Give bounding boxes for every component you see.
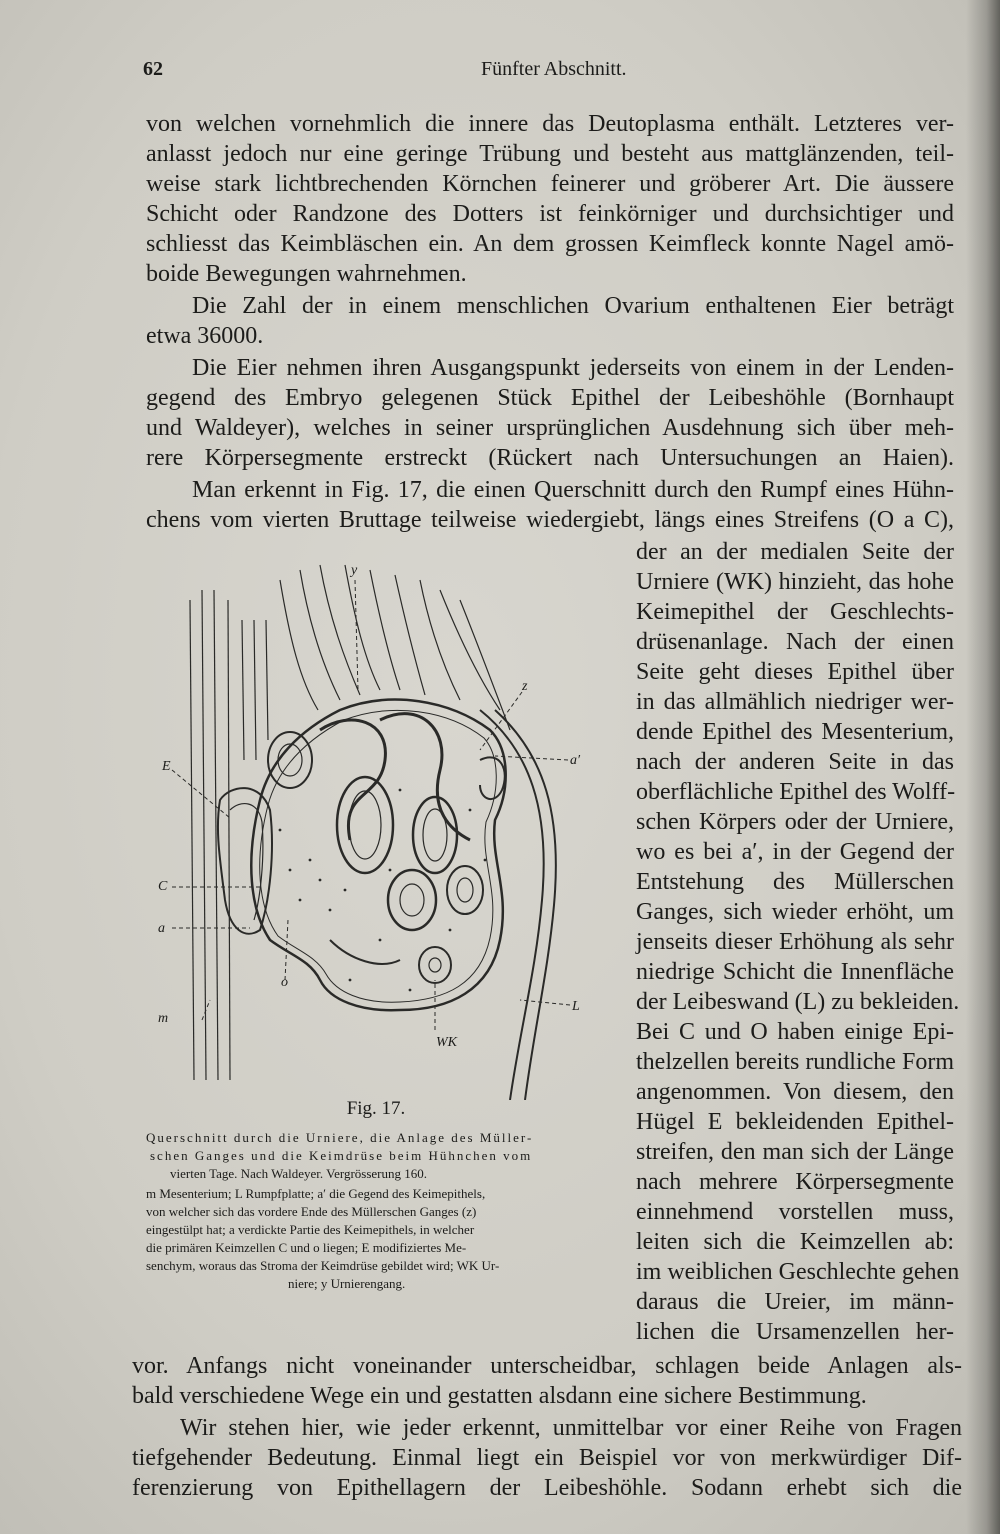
caption-line: Querschnitt durch die Urniere, die Anlage des Müller- bbox=[146, 1130, 534, 1145]
text-line: gegend des Embryo gelegenen Stück Epithel der Leibeshöhle (Bornhaupt bbox=[146, 385, 954, 411]
text-line: Entstehung des Müllerschen bbox=[636, 869, 954, 895]
text-line: dende Epithel des Mesenterium, bbox=[636, 719, 954, 745]
text-line: wo es bei a′, in der Gegend der bbox=[636, 839, 954, 865]
text-line: Bei C und O haben einige Epi- bbox=[636, 1019, 954, 1045]
label-m: m bbox=[158, 1011, 169, 1026]
text-line: schen Körpers oder der Urniere, bbox=[636, 809, 954, 835]
text-line: leiten sich die Keimzellen ab: bbox=[636, 1229, 954, 1255]
text-line: nach mehrere Körpersegmente bbox=[636, 1169, 954, 1195]
label-a-prime: a′ bbox=[570, 753, 581, 768]
label-z: z bbox=[522, 679, 528, 694]
text-line: drüsenanlage. Nach der einen bbox=[636, 629, 954, 655]
text-line: niedrige Schicht die Innenfläche bbox=[636, 959, 954, 985]
label-a: a bbox=[158, 921, 165, 936]
text-line: Man erkennt in Fig. 17, die einen Querschnitt durch den Rumpf eines Hühn- bbox=[192, 477, 954, 503]
text-line: boide Bewegungen wahrnehmen. bbox=[146, 261, 467, 287]
caption-line: niere; y Urnierengang. bbox=[288, 1276, 406, 1291]
caption-line: von welcher sich das vordere Ende des Müllerschen Ganges (z) bbox=[146, 1204, 477, 1219]
text-line: weise stark lichtbrechenden Körnchen feinerer und gröberer Art. Die äussere bbox=[146, 171, 954, 197]
text-line: Schicht oder Randzone des Dotters ist feinkörniger und durchsichtiger und bbox=[146, 201, 954, 227]
caption-line: senchym, woraus das Stroma der Keimdrüse gebildet wird; WK Ur- bbox=[146, 1258, 500, 1273]
running-title: Fünfter Abschnitt. bbox=[481, 58, 627, 80]
text-line: Hügel E bekleidenden Epithel- bbox=[636, 1109, 954, 1135]
text-line: der an der medialen Seite der bbox=[636, 539, 954, 565]
caption-line: eingestülpt hat; a verdickte Partie des Keimepithels, in welcher bbox=[146, 1222, 475, 1237]
text-line: von welchen vornehmlich die innere das Deutoplasma enthält. Letzteres ver- bbox=[146, 111, 954, 137]
figure-title: Fig. 17. bbox=[346, 1098, 406, 1119]
label-WK: WK bbox=[436, 1035, 457, 1050]
text-line: anlasst jedoch nur eine geringe Trübung und besteht aus mattglänzenden, teil- bbox=[146, 141, 954, 167]
text-line: bald verschiedene Wege ein und gestatten alsdann eine sichere Bestimmung. bbox=[132, 1383, 867, 1409]
text-line: thelzellen bereits rundliche Form bbox=[636, 1049, 954, 1075]
text-line: nach der anderen Seite in das bbox=[636, 749, 954, 775]
caption-line: die primären Keimzellen C und o liegen; E modifiziertes Me- bbox=[146, 1240, 467, 1255]
text-line: Die Zahl der in einem menschlichen Ovarium enthaltenen Eier beträgt bbox=[192, 293, 954, 319]
text-line: vor. Anfangs nicht voneinander unterscheidbar, schlagen beide Anlagen als- bbox=[132, 1353, 962, 1379]
caption-line: schen Ganges und die Keimdrüse beim Hühnchen vom bbox=[150, 1148, 533, 1163]
label-L: L bbox=[572, 999, 580, 1014]
caption-line: m Mesenterium; L Rumpfplatte; a′ die Gegend des Keimepithels, bbox=[146, 1186, 486, 1201]
text-line: Keimepithel der Geschlechts- bbox=[636, 599, 954, 625]
text-line: lichen die Ursamenzellen her- bbox=[636, 1319, 954, 1345]
text-line: tiefgehender Bedeutung. Einmal liegt ein Beispiel vor von merkwürdiger Dif- bbox=[132, 1445, 962, 1471]
text-line: im weiblichen Geschlechte gehen bbox=[636, 1259, 960, 1285]
text-line: streifen, den man sich der Länge bbox=[636, 1139, 954, 1165]
text-line: etwa 36000. bbox=[146, 323, 264, 349]
text-line: Wir stehen hier, wie jeder erkennt, unmittelbar vor einer Reihe von Fragen bbox=[180, 1415, 962, 1441]
label-o: o bbox=[281, 975, 288, 990]
text-line: chens vom vierten Bruttage teilweise wiedergiebt, längs eines Streifens (O a C), bbox=[146, 507, 954, 533]
histology-figure bbox=[150, 560, 630, 1100]
text-line: und Waldeyer), welches in seiner ursprünglichen Ausdehnung sich über meh- bbox=[146, 415, 954, 441]
text-line: Seite geht dieses Epithel über bbox=[636, 659, 954, 685]
text-line: in das allmählich niedriger wer- bbox=[636, 689, 954, 715]
label-C: C bbox=[158, 879, 168, 894]
page-number: 62 bbox=[143, 58, 163, 80]
text-line: Ganges, sich wieder erhöht, um bbox=[636, 899, 954, 925]
label-y: y bbox=[351, 563, 358, 578]
text-line: rere Körpersegmente erstreckt (Rückert nach Untersuchungen an Haien). bbox=[146, 445, 954, 471]
text-line: oberflächliche Epithel des Wolff- bbox=[636, 779, 956, 805]
text-line: einnehmend vorstellen muss, bbox=[636, 1199, 954, 1225]
label-E: E bbox=[162, 759, 171, 774]
text-line: der Leibeswand (L) zu bekleiden. bbox=[636, 989, 960, 1015]
text-line: angenommen. Von diesem, den bbox=[636, 1079, 954, 1105]
text-line: Die Eier nehmen ihren Ausgangspunkt jederseits von einem in der Lenden- bbox=[192, 355, 954, 381]
text-line: Urniere (WK) hinzieht, das hohe bbox=[636, 569, 954, 595]
text-line: ferenzierung von Epithellagern der Leibeshöhle. Sodann erhebt sich die bbox=[132, 1475, 962, 1501]
caption-line: vierten Tage. Nach Waldeyer. Vergrösserung 160. bbox=[170, 1166, 428, 1181]
text-line: schliesst das Keimbläschen ein. An dem grossen Keimfleck konnte Nagel amö- bbox=[146, 231, 954, 257]
page-edge-shadow bbox=[966, 0, 1000, 1534]
text-line: daraus die Ureier, im männ- bbox=[636, 1289, 954, 1315]
text-line: jenseits dieser Erhöhung als sehr bbox=[636, 929, 954, 955]
page-header bbox=[143, 58, 953, 88]
